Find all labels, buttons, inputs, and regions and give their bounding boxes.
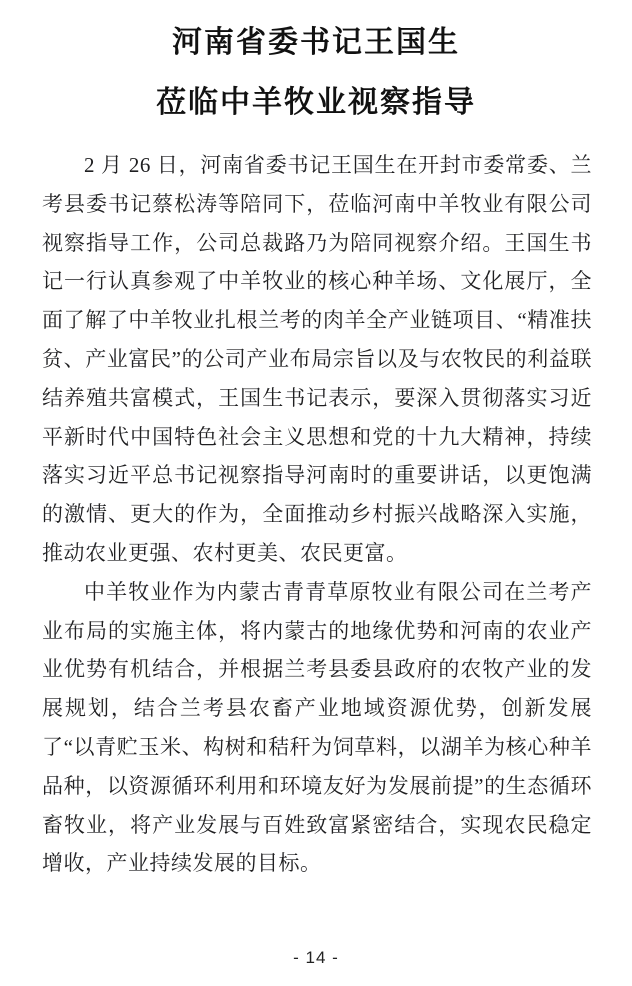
document-body	[42, 146, 592, 883]
page-number: - 14 -	[293, 948, 339, 967]
paragraph-1: 2 月 26 日，河南省委书记王国生在开封市委常委、兰考县委书记蔡松涛等陪同下，莅临河南中羊牧业有限公司视察指导工作，公司总裁路乃为陪同视察介绍。王国生书记一行认真参观了中羊牧业的核心种羊场、文化展厅，全面了解了中羊牧业扎根兰考的肉羊全产业链项目、“精准扶贫、产业富民”的公司产业布局宗旨以及与农牧民的利益联结养殖共富模式，王国生书记表示，要深入贯彻落实习近平新时代中国特色社会主义思想和党的十九大精神，持续落实习近平总书记视察指导河南时的重要讲话，以更饱满的激情、更大的作为，全面推动乡村振兴战略深入实施，推动农业更强、农村更美、农民更富。	[42, 153, 592, 565]
document-title	[0, 26, 632, 120]
paragraph-2: 中羊牧业作为内蒙古青青草原牧业有限公司在兰考产业布局的实施主体，将内蒙古的地缘优势和河南的农业产业优势有机结合，并根据兰考县委县政府的农牧产业的发展规划，结合兰考县农畜产业地域资源优势，创新发展了“以青贮玉米、构树和秸秆为饲草料，以湖羊为核心种羊品种，以资源循环利用和环境友好为发展前提”的生态循环畜牧业，将产业发展与百姓致富紧密结合，实现农民稳定增收，产业持续发展的目标。	[42, 579, 592, 876]
document-title-line-1: 河南省委书记王国生	[172, 26, 460, 59]
document-title-line-2: 莅临中羊牧业视察指导	[156, 86, 476, 119]
